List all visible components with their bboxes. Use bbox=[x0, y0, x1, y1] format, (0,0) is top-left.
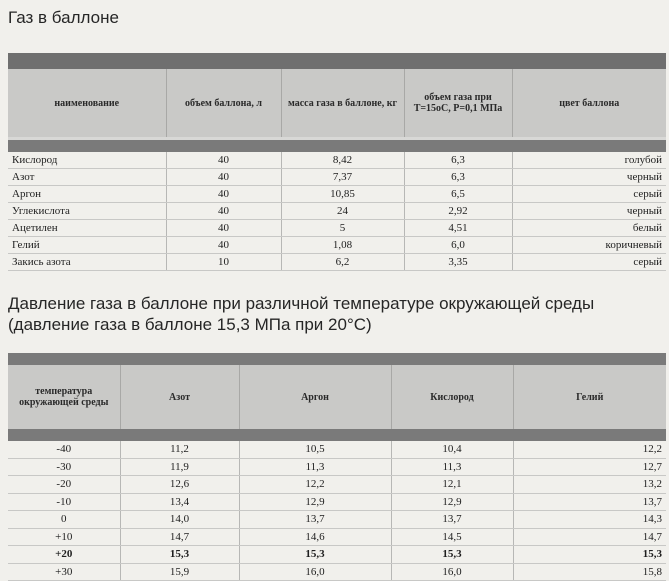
table-cell: 12,9 bbox=[391, 493, 513, 511]
table-row bbox=[8, 528, 666, 546]
table-row bbox=[8, 563, 666, 581]
header-name: наименование bbox=[8, 69, 166, 137]
table-cell: 40 bbox=[166, 152, 281, 169]
table-cell: 13,7 bbox=[391, 511, 513, 529]
table-cell: Азот bbox=[8, 169, 166, 186]
table-cell: -20 bbox=[8, 476, 120, 494]
table-cell: 12,6 bbox=[120, 476, 239, 494]
table-cell: 12,1 bbox=[391, 476, 513, 494]
table-row bbox=[8, 254, 666, 271]
table2-title-line2: (давление газа в баллоне 15,3 МПа при 20°С) bbox=[8, 315, 372, 334]
table-cell: 15,3 bbox=[391, 546, 513, 564]
table-cell: 6,3 bbox=[404, 169, 512, 186]
table-cell: +20 bbox=[8, 546, 120, 564]
table-cell: 14,7 bbox=[120, 528, 239, 546]
table-row bbox=[8, 237, 666, 254]
table-cell: 13,2 bbox=[513, 476, 666, 494]
table-cell: 6,5 bbox=[404, 186, 512, 203]
table-cell: коричневый bbox=[512, 237, 666, 254]
header-volume: объем баллона, л bbox=[166, 69, 281, 137]
table-cell: 40 bbox=[166, 220, 281, 237]
table-cell: 12,7 bbox=[513, 458, 666, 476]
table-cell: +30 bbox=[8, 563, 120, 581]
table-row bbox=[8, 546, 666, 564]
table-cell: 10,85 bbox=[281, 186, 404, 203]
table-cell: 14,7 bbox=[513, 528, 666, 546]
table-cell: 6,3 bbox=[404, 152, 512, 169]
table-cell: 11,9 bbox=[120, 458, 239, 476]
header-argon: Аргон bbox=[239, 365, 391, 429]
table-cell: 14,6 bbox=[239, 528, 391, 546]
header-gas-volume: объем газа при Т=15оС, Р=0,1 МПа bbox=[404, 69, 512, 137]
table-cell: 15,9 bbox=[120, 563, 239, 581]
table-row bbox=[8, 186, 666, 203]
pressure-temperature-table bbox=[8, 353, 666, 581]
table-row bbox=[8, 476, 666, 494]
table-cell: Кислород bbox=[8, 152, 166, 169]
table-row bbox=[8, 493, 666, 511]
table-row bbox=[8, 169, 666, 186]
table-cell: 4,51 bbox=[404, 220, 512, 237]
table-cell: 7,37 bbox=[281, 169, 404, 186]
table-cell: 15,3 bbox=[239, 546, 391, 564]
table-cell: 11,3 bbox=[391, 458, 513, 476]
table-cell: 13,7 bbox=[239, 511, 391, 529]
table-cell: 16,0 bbox=[391, 563, 513, 581]
table-cell: 3,35 bbox=[404, 254, 512, 271]
header-temperature: температура окружающей среды bbox=[8, 365, 120, 429]
table-cell: 1,08 bbox=[281, 237, 404, 254]
table-cell: белый bbox=[512, 220, 666, 237]
table-cell: Гелий bbox=[8, 237, 166, 254]
table-cell: черный bbox=[512, 203, 666, 220]
table-cell: Закись азота bbox=[8, 254, 166, 271]
table-cell: +10 bbox=[8, 528, 120, 546]
table2-title-line1: Давление газа в баллоне при различной температуре окружающей среды bbox=[8, 294, 595, 313]
table-row bbox=[8, 441, 666, 458]
table-cell: 5 bbox=[281, 220, 404, 237]
table-cell: 6,0 bbox=[404, 237, 512, 254]
table-row bbox=[8, 152, 666, 169]
table-cell: 10,4 bbox=[391, 441, 513, 458]
table-cell: 15,3 bbox=[120, 546, 239, 564]
table-cell: 13,4 bbox=[120, 493, 239, 511]
table-cell: 24 bbox=[281, 203, 404, 220]
table-cell: 11,2 bbox=[120, 441, 239, 458]
table-cell: 0 bbox=[8, 511, 120, 529]
table-cell: 11,3 bbox=[239, 458, 391, 476]
header-oxygen: Кислород bbox=[391, 365, 513, 429]
table2-title bbox=[8, 293, 594, 335]
table-cell: 13,7 bbox=[513, 493, 666, 511]
table-cell: -30 bbox=[8, 458, 120, 476]
header-mass: масса газа в баллоне, кг bbox=[281, 69, 404, 137]
table-row bbox=[8, 203, 666, 220]
table-cell: 14,0 bbox=[120, 511, 239, 529]
table-cell: 15,8 bbox=[513, 563, 666, 581]
table-cell: 12,9 bbox=[239, 493, 391, 511]
table-cell: 14,3 bbox=[513, 511, 666, 529]
table-cell: -40 bbox=[8, 441, 120, 458]
table-cell: 15,3 bbox=[513, 546, 666, 564]
header-helium: Гелий bbox=[513, 365, 666, 429]
table-cell: 8,42 bbox=[281, 152, 404, 169]
table-cell: 40 bbox=[166, 169, 281, 186]
table-row bbox=[8, 220, 666, 237]
table-cell: серый bbox=[512, 254, 666, 271]
table-cell: 40 bbox=[166, 203, 281, 220]
table-cell: черный bbox=[512, 169, 666, 186]
table-cell: 10,5 bbox=[239, 441, 391, 458]
table1-title: Газ в баллоне bbox=[8, 8, 119, 27]
table-cell: 12,2 bbox=[239, 476, 391, 494]
table-cell: 16,0 bbox=[239, 563, 391, 581]
table-row bbox=[8, 458, 666, 476]
table-cell: 12,2 bbox=[513, 441, 666, 458]
table-cell: голубой bbox=[512, 152, 666, 169]
table-cell: 40 bbox=[166, 237, 281, 254]
table-cell: Углекислота bbox=[8, 203, 166, 220]
gas-cylinder-table bbox=[8, 53, 666, 271]
header-color: цвет баллона bbox=[512, 69, 666, 137]
table-cell: Аргон bbox=[8, 186, 166, 203]
table-cell: Ацетилен bbox=[8, 220, 166, 237]
table-cell: 10 bbox=[166, 254, 281, 271]
header-nitrogen: Азот bbox=[120, 365, 239, 429]
table-cell: 6,2 bbox=[281, 254, 404, 271]
table-cell: 2,92 bbox=[404, 203, 512, 220]
table-cell: серый bbox=[512, 186, 666, 203]
table-cell: 40 bbox=[166, 186, 281, 203]
table-cell: 14,5 bbox=[391, 528, 513, 546]
table-cell: -10 bbox=[8, 493, 120, 511]
table-row bbox=[8, 511, 666, 529]
